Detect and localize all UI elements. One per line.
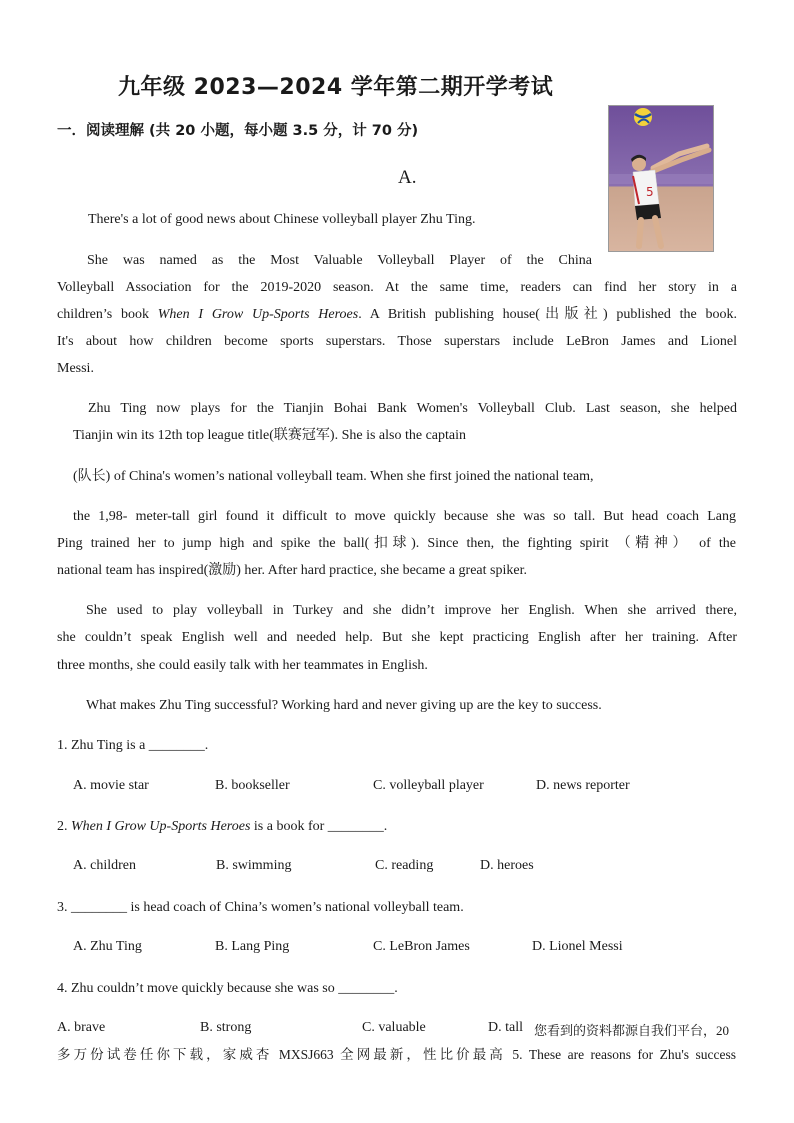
passage-paragraph-4-line-2: she couldn’t speak English well and needed help. But she kept practicing English after her training. After <box>57 630 737 645</box>
passage-label: A. <box>398 167 417 188</box>
question-4-option-d: D. tall <box>488 1020 523 1035</box>
question-3-stem: 3. ________ is head coach of China’s women’s national volleyball team. <box>57 900 464 915</box>
svg-text:5: 5 <box>646 185 654 199</box>
text-segment: is a book for ________. <box>250 819 388 834</box>
passage-paragraph-3-line-3: (队长) of China's women’s national volleyball team. When she first joined the national team, <box>73 469 594 484</box>
question-3-option-d: D. Lionel Messi <box>532 939 623 954</box>
question-1-option-d: D. news reporter <box>536 778 630 793</box>
passage-paragraph-1: There's a lot of good news about Chinese volleyball player Zhu Ting. <box>88 212 476 227</box>
question-2-option-c: C. reading <box>375 858 434 873</box>
footer-ad-line: 多万份试卷任你下载，家威杏 MXSJ663 全网最新，性比价最高 5. These are reasons for Zhu's success <box>57 1047 736 1062</box>
passage-paragraph-2-line-5: Messi. <box>57 361 94 376</box>
question-4-option-b: B. strong <box>200 1020 252 1035</box>
question-1-option-b: B. bookseller <box>215 778 290 793</box>
question-1-option-a: A. movie star <box>73 778 149 793</box>
question-4-option-a: A. brave <box>57 1020 106 1035</box>
passage-paragraph-3-line-1: Zhu Ting now plays for the Tianjin Bohai Bank Women's Volleyball Club. Last season, she helped <box>88 401 737 416</box>
book-title: When I Grow Up-Sports Heroes <box>71 819 251 834</box>
passage-paragraph-3-line-5: Ping trained her to jump high and spike the ball(扣球). Since then, the fighting spirit （精神） of the <box>57 536 736 551</box>
passage-paragraph-4-line-3: three months, she could easily talk with her teammates in English. <box>57 658 428 673</box>
platform-ad-note: 您看到的资料都源自我们平台，20 <box>534 1023 730 1038</box>
passage-paragraph-2-line-3 <box>57 306 737 324</box>
passage-paragraph-3-line-4: the 1,98- meter-tall girl found it difficult to move quickly because she was so tall. But head coach Lang <box>73 509 736 524</box>
text-segment: . A British publishing house(出版社) published the book. <box>358 307 737 322</box>
passage-paragraph-5: What makes Zhu Ting successful? Working hard and never giving up are the key to success. <box>86 698 602 713</box>
section-heading: 一．阅读理解 (共 20 小题，每小题 3.5 分，计 70 分) <box>57 123 419 139</box>
passage-paragraph-2-line-4: It's about how children become sports superstars. Those superstars include LeBron James and Lionel <box>57 334 737 349</box>
question-1-stem: 1. Zhu Ting is a ________. <box>57 738 209 753</box>
exam-title: 九年级 2023—2024 学年第二期开学考试 <box>118 75 554 100</box>
passage-paragraph-2-line-2: Volleyball Association for the 2019-2020 season. At the same time, readers can find her story in a <box>57 280 737 295</box>
question-2-option-b: B. swimming <box>216 858 292 873</box>
question-3-option-b: B. Lang Ping <box>215 939 290 954</box>
question-number: 2. <box>57 819 71 834</box>
question-4-stem: 4. Zhu couldn’t move quickly because she was so ________. <box>57 981 398 996</box>
passage-paragraph-3-line-2: Tianjin win its 12th top league title(联赛冠军). She is also the captain <box>73 428 466 443</box>
question-2-option-d: D. heroes <box>480 858 534 873</box>
question-3-option-a: A. Zhu Ting <box>73 939 142 954</box>
question-2-stem <box>57 818 387 836</box>
question-3-option-c: C. LeBron James <box>373 939 470 954</box>
question-2-option-a: A. children <box>73 858 136 873</box>
question-4-option-c: C. valuable <box>362 1020 426 1035</box>
question-1-option-c: C. volleyball player <box>373 778 484 793</box>
book-title: When I Grow Up-Sports Heroes <box>157 307 359 322</box>
passage-paragraph-4-line-1: She used to play volleyball in Turkey and she didn’t improve her English. When she arrived there, <box>86 603 737 618</box>
passage-paragraph-3-line-6: national team has inspired(激励) her. After hard practice, she became a great spiker. <box>57 563 527 578</box>
player-image <box>609 106 713 251</box>
passage-paragraph-2-line-1: She was named as the Most Valuable Volleyball Player of the China <box>87 253 592 268</box>
text-segment: children’s book <box>57 307 158 322</box>
volleyball-player-photo <box>608 105 714 252</box>
